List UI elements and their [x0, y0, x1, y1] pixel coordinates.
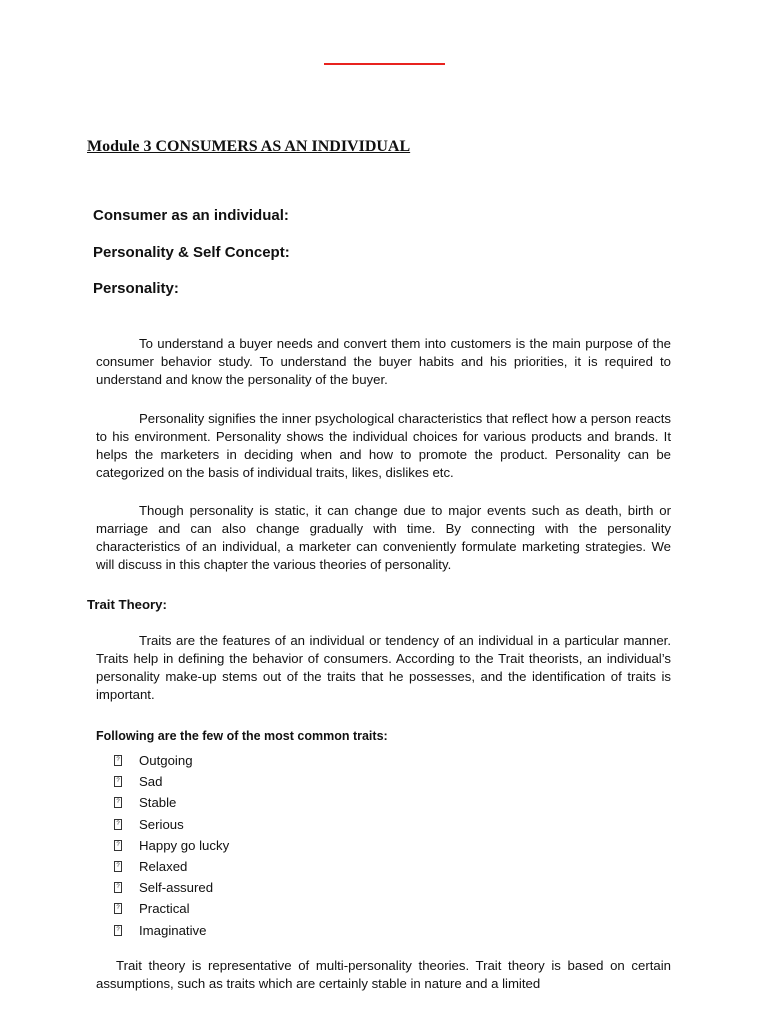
list-item [114, 920, 229, 941]
traits-intro: Following are the few of the most common traits: [96, 729, 388, 743]
module-title: Module 3 CONSUMERS AS AN INDIVIDUAL [87, 138, 411, 155]
bullet-icon: ? [114, 925, 122, 936]
bullet-icon: ? [114, 861, 122, 872]
paragraph-4: Traits are the features of an individual or tendency of an individual in a particular manner. Traits help in defining the behavior of consumers. According to the Trait theorists, an individual’s personality make-up stems out of the traits that he possesses, and the identification of traits is important. [96, 633, 671, 702]
bullet-icon: ? [114, 903, 122, 914]
list-item [114, 771, 229, 792]
bullet-icon: ? [114, 755, 122, 766]
list-item [114, 856, 229, 877]
bullet-icon: ? [114, 776, 122, 787]
list-item [114, 877, 229, 898]
trait-label: Relaxed [139, 858, 188, 874]
trait-label: Sad [139, 774, 163, 790]
trait-theory-heading: Trait Theory: [87, 597, 167, 612]
trait-label: Happy go lucky [139, 837, 230, 853]
trait-label: Self-assured [139, 880, 214, 896]
list-item [114, 814, 229, 835]
paragraph-3: Though personality is static, it can change due to major events such as death, birth or marriage and can also change gradually with time. By connecting with the personality characteristics of an individual, a marketer can conveniently formulate marketing strategies. We will discuss in this chapter the various theories of personality. [96, 503, 671, 572]
bullet-icon: ? [114, 797, 122, 808]
traits-list [114, 750, 229, 941]
red-header-rule [324, 63, 445, 65]
bullet-icon: ? [114, 819, 122, 830]
heading-personality-self-concept: Personality & Self Concept: [93, 244, 290, 261]
trait-label: Stable [139, 795, 177, 811]
trait-label: Serious [139, 816, 184, 832]
paragraph-5: Trait theory is representative of multi-personality theories. Trait theory is based on certain assumptions, such as traits which are certainly stable in nature and a limited [96, 958, 671, 991]
trait-label: Outgoing [139, 753, 193, 768]
bullet-icon: ? [114, 840, 122, 851]
paragraph-2: Personality signifies the inner psychological characteristics that reflect how a person reacts to his environment. Personality shows the individual choices for various products and brands. It helps the marketers in deciding when and how to promote the product. Personality can be categorized on the basis of individual traits, likes, dislikes etc. [96, 411, 671, 480]
list-item [114, 835, 229, 856]
heading-personality: Personality: [93, 280, 179, 297]
list-item [114, 750, 229, 771]
trait-label: Imaginative [139, 922, 207, 938]
paragraph-1: To understand a buyer needs and convert them into customers is the main purpose of the consumer behavior study. To understand the buyer habits and his priorities, it is required to understand and know the personality of the buyer. [96, 336, 671, 387]
list-item [114, 792, 229, 813]
list-item [114, 898, 229, 919]
trait-label: Practical [139, 901, 190, 917]
bullet-icon: ? [114, 882, 122, 893]
heading-consumer-individual: Consumer as an individual: [93, 207, 289, 224]
